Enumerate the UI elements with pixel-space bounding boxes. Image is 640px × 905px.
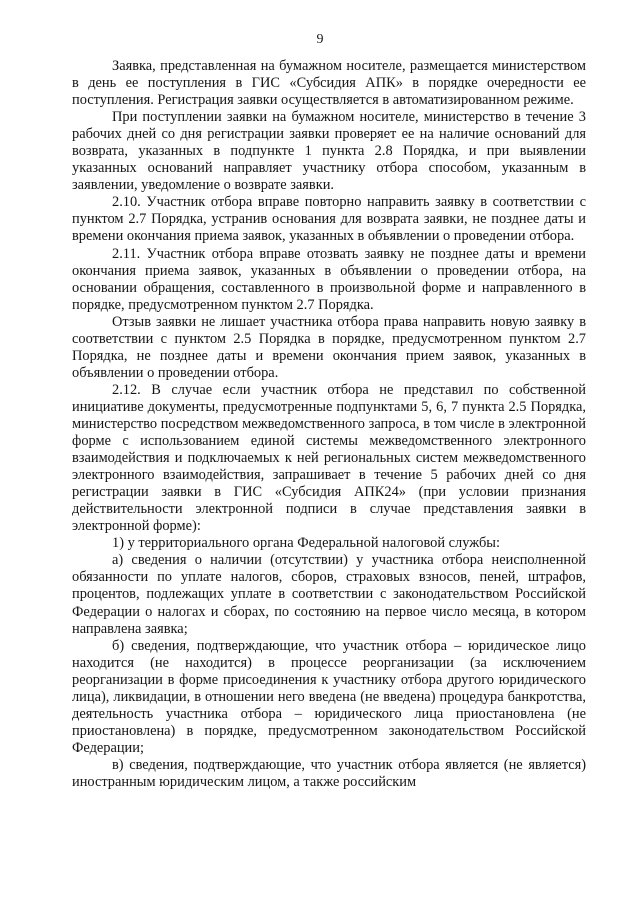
page-number: 9 <box>316 32 324 47</box>
paragraph-withdrawal-note: Отзыв заявки не лишает участника отбора права направить новую заявку в соответствии с пунктом 2.5 Порядка в порядке, предусмотренном пунктом 2.7 Порядка, не позднее даты и времени окончания прием заявок, указанных в объявлении о проведении отбора. <box>72 313 586 381</box>
paragraph-2-10: 2.10. Участник отбора вправе повторно направить заявку в соответствии с пунктом 2.7 Порядка, устранив основания для возврата заявки, не позднее даты и времени окончания приема заявок, указанных в объявлении о проведении отбора. <box>72 194 586 245</box>
document-body <box>72 58 586 791</box>
paragraph-item-v: в) сведения, подтверждающие, что участник отбора является (не является) иностранным юридическим лицом, а также российским <box>72 756 586 790</box>
paragraph-item-a: а) сведения о наличии (отсутствии) у участника отбора неисполненной обязанности по уплате налогов, сборов, страховых взносов, пеней, штрафов, процентов, подлежащих уплате в соответствии с законодательством Российской Федерации о налогах и сборах, по состоянию на первое число месяца, в котором направлена заявка; <box>72 552 586 637</box>
paragraph-paper-application-registration: Заявка, представленная на бумажном носителе, размещается министерством в день ее поступления в ГИС «Субсидия АПК» в порядке очередности ее поступления. Регистрация заявки осуществляется в автоматизированном режиме. <box>72 58 586 109</box>
paragraph-2-11: 2.11. Участник отбора вправе отозвать заявку не позднее даты и времени окончания приема заявок, указанных в объявлении о проведении отбора, на основании обращения, составленного в произвольной форме и направленного в порядке, предусмотренном пунктом 2.7 Порядка. <box>72 245 586 313</box>
paragraph-item-1: 1) у территориального органа Федеральной налоговой службы: <box>112 535 500 552</box>
paragraph-2-12: 2.12. В случае если участник отбора не представил по собственной инициативе документы, предусмотренные подпунктами 5, 6, 7 пункта 2.5 Порядка, министерство посредством межведомственного запроса, в том числе в электронной форме с использованием единой системы межведомственного электронного взаимодействия и подключаемых к ней региональных систем межведомственного электронного взаимодействия, запрашивает в течение 5 рабочих дней со дня регистрации заявки в ГИС «Субсидия АПК24» (при условии признания действительности электронной подписи в случае представления заявки в электронной форме): <box>72 381 586 535</box>
paragraph-item-b: б) сведения, подтверждающие, что участник отбора – юридическое лицо находится (не находится) в процессе реорганизации (за исключением реорганизации в форме присоединения к участнику отбора другого юридического лица), ликвидации, в отношении него введена (не введена) процедура банкротства, деятельность участника отбора – юридического лица приостановлена (не приостановлена) в порядке, предусмотренном законодательством Российской Федерации; <box>72 637 586 756</box>
paragraph-paper-application-check: При поступлении заявки на бумажном носителе, министерство в течение 3 рабочих дней со дня регистрации заявки проверяет ее на наличие оснований для возврата, указанных в подпункте 1 пункта 2.8 Порядка, и при выявлении указанных оснований направляет участнику отбора способом, указанным в заявлении, уведомление о возврате заявки. <box>72 109 586 194</box>
